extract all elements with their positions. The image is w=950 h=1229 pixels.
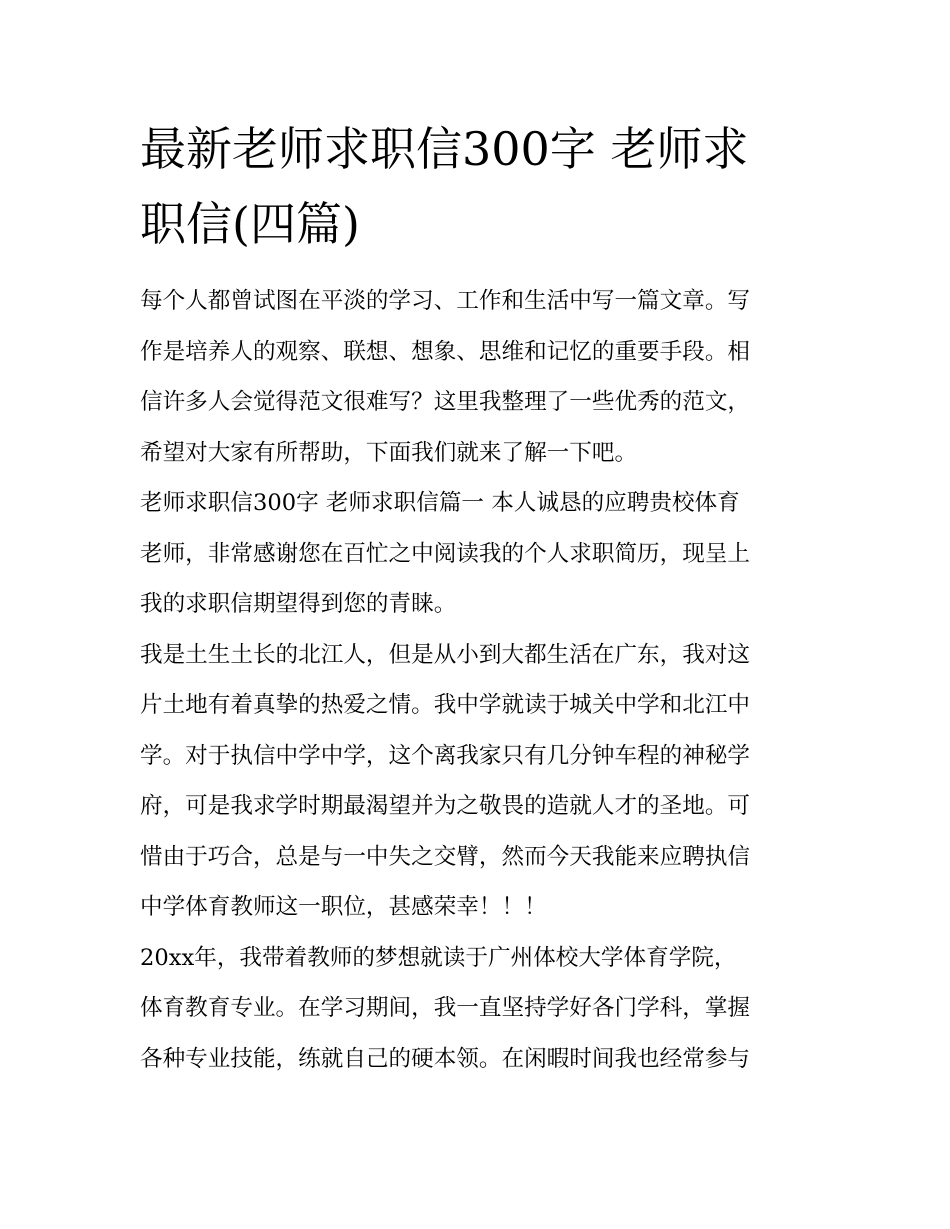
body-line: 希望对大家有所帮助，下面我们就来了解一下吧。 <box>140 439 638 466</box>
body-line: 府，可是我求学时期最渴望并为之敬畏的造就人才的圣地。可 <box>140 793 751 819</box>
body-line: 体育教育专业。在学习期间，我一直坚持学好各门学科，掌握 <box>140 995 751 1021</box>
body-line: 片土地有着真挚的热爱之情。我中学就读于城关中学和北江中 <box>140 692 751 718</box>
body-line: 老师，非常感谢您在百忙之中阅读我的个人求职简历，现呈上 <box>140 540 751 567</box>
body-line: 信许多人会觉得范文很难写？这里我整理了一些优秀的范文， <box>140 389 751 415</box>
body-line: 中学体育教师这一职位，甚感荣幸！！！ <box>140 894 547 920</box>
body-line: 各种专业技能，练就自己的硬本领。在闲暇时间我也经常参与 <box>140 1045 751 1072</box>
body-line: 20xx年，我带着教师的梦想就读于广州体校大学体育学院， <box>140 944 737 971</box>
title-line: 职信(四篇) <box>140 197 360 251</box>
body-line: 作是培养人的观察、联想、想象、思维和记忆的重要手段。相 <box>140 338 751 365</box>
document-title <box>140 112 820 262</box>
body-line: 我是土生土长的北江人，但是从小到大都生活在广东，我对这 <box>140 641 751 668</box>
body-line: 我的求职信期望得到您的青睐。 <box>140 591 457 617</box>
title-line: 最新老师求职信300字 老师求 <box>140 122 749 176</box>
body-line: 老师求职信300字 老师求职信篇一 本人诚恳的应聘贵校体育 <box>140 490 740 516</box>
body-line: 每个人都曾试图在平淡的学习、工作和生活中写一篇文章。写 <box>140 288 751 314</box>
body-line: 惜由于巧合，总是与一中失之交臂，然而今天我能来应聘执信 <box>140 843 751 870</box>
document-body <box>140 276 820 1084</box>
body-line: 学。对于执信中学中学，这个离我家只有几分钟车程的神秘学 <box>140 742 751 769</box>
